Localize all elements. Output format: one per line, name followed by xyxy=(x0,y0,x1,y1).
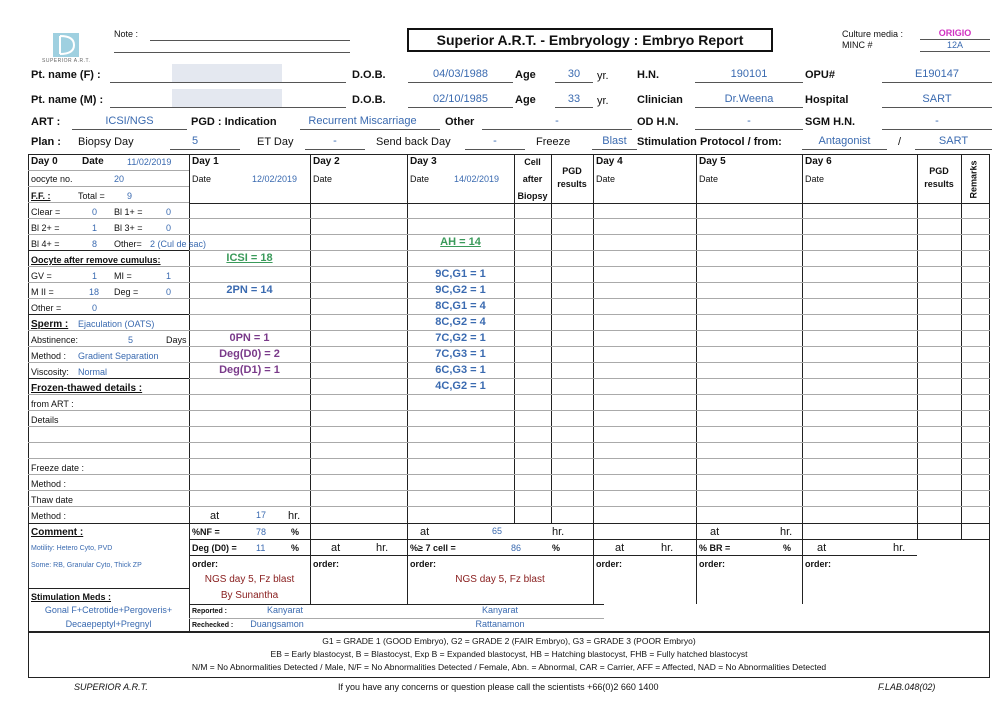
page-title: Superior A.R.T. - Embryology : Embryo Report xyxy=(407,28,773,52)
dob-m-value: 02/10/1985 xyxy=(432,93,489,105)
age-f-label: Age xyxy=(515,69,536,81)
day3-grade-3: 8C,G1 = 4 xyxy=(435,300,486,312)
method3-label: Method : xyxy=(31,511,67,521)
odhn-value: - xyxy=(747,115,751,127)
dob-f-value: 04/03/1988 xyxy=(432,68,489,80)
stim-protocol-value: Antagonist xyxy=(818,135,871,147)
day1-icsi: ICSI = 18 xyxy=(226,252,273,264)
method-value: Gradient Separation xyxy=(78,351,159,361)
ff-total-label: Total = xyxy=(78,191,105,201)
art-label: ART : xyxy=(31,116,61,128)
from-art-label: from ART : xyxy=(31,399,74,409)
nf-pct: % xyxy=(291,527,300,537)
day3-hr-value: 65 xyxy=(492,526,503,536)
oocyte-after-label: Oocyte after remove cumulus: xyxy=(31,255,161,265)
legend-line-2: EB = Early blastocyst, B = Blastocyst, Exp B = Expanded blastocyst, HB = Hatching blastocyst, FHB = Fully hatched blastocyst xyxy=(270,649,748,659)
day4-title: Day 4 xyxy=(596,156,623,167)
footer-left: SUPERIOR A.R.T. xyxy=(74,682,148,692)
day2-at: at xyxy=(331,542,341,554)
day3-ah: AH = 14 xyxy=(440,236,481,248)
cell7-pct: % xyxy=(552,543,561,553)
hn-label: H.N. xyxy=(637,69,659,81)
day3-grade-7: 6C,G3 = 1 xyxy=(435,364,486,376)
send-back-value: - xyxy=(493,135,497,147)
clear-label: Clear = xyxy=(31,207,61,217)
freeze-date-label: Freeze date : xyxy=(31,463,85,473)
day3-hr: hr. xyxy=(552,526,565,538)
logo-icon xyxy=(52,32,80,58)
day1-deg-d0: Deg(D0) = 2 xyxy=(219,348,280,360)
day5-title: Day 5 xyxy=(699,156,726,167)
bl3-label: Bl 3+ = xyxy=(114,223,143,233)
dob-m-label: D.O.B. xyxy=(352,94,386,106)
cell-after-biopsy-3: Biopsy xyxy=(517,191,548,201)
other2-value: 0 xyxy=(92,303,98,313)
day6-at: at xyxy=(817,542,827,554)
method2-label: Method : xyxy=(31,479,67,489)
mii-value: 18 xyxy=(89,287,100,297)
details-label: Details xyxy=(31,415,59,425)
comment-label: Comment : xyxy=(31,527,84,538)
freeze-label: Freeze xyxy=(536,136,571,148)
br-label: % BR = xyxy=(699,543,731,553)
stim-slash: / xyxy=(898,136,902,148)
bl2-value: 1 xyxy=(92,223,98,233)
clinician-value: Dr.Weena xyxy=(724,93,774,105)
day3-pgd-2: results xyxy=(557,179,587,189)
stim-meds-1: Gonal F+Cetrotide+Pergoveris+ xyxy=(44,605,173,615)
yr-label-m: yr. xyxy=(597,95,609,107)
day4-date-label: Date xyxy=(596,174,616,184)
et-day-value: - xyxy=(333,135,337,147)
day3-order-1: NGS day 5, Fz blast xyxy=(455,574,545,585)
legend-line-1: G1 = GRADE 1 (GOOD Embryo), G2 = GRADE 2 (FAIR Embryo), G3 = GRADE 3 (POOR Embryo) xyxy=(322,636,696,646)
comment-1: Motility: Hetero Cyto, PVD xyxy=(31,545,113,552)
day1-order-label: order: xyxy=(192,559,219,569)
frozen-thawed-label: Frozen-thawed details : xyxy=(31,383,143,394)
bl4-label: Bl 4+ = xyxy=(31,239,60,249)
send-back-label: Send back Day xyxy=(376,136,451,148)
biopsy-day-label: Biopsy Day xyxy=(78,136,134,148)
day3-pgd-1: PGD xyxy=(562,166,582,176)
clear-value: 0 xyxy=(92,207,98,217)
stim-meds-label: Stimulation Meds : xyxy=(31,592,112,602)
note-label: Note : xyxy=(114,29,139,39)
viscosity-value: Normal xyxy=(78,367,108,377)
stim-from-value: SART xyxy=(938,135,969,147)
redacted-name-m xyxy=(172,89,282,107)
remarks-label: Remarks xyxy=(968,160,979,199)
rechecked-day3: Rattanamon xyxy=(475,619,525,629)
gv-value: 1 xyxy=(92,271,98,281)
day6-pgd-1: PGD xyxy=(929,166,949,176)
sperm-value: Ejaculation (OATS) xyxy=(78,319,155,329)
mii-label: M II = xyxy=(31,287,54,297)
reported-day1: Kanyarat xyxy=(266,605,304,615)
day6-order-label: order: xyxy=(805,559,832,569)
et-day-label: ET Day xyxy=(257,136,294,148)
day0-title: Day 0 xyxy=(31,156,58,167)
bl4-value: 8 xyxy=(92,239,98,249)
logo-text: SUPERIOR A.R.T. xyxy=(42,58,91,64)
bl3-value: 0 xyxy=(166,223,172,233)
deg-value: 0 xyxy=(166,287,172,297)
footer-right: F.LAB.048(02) xyxy=(878,682,936,692)
cell7-label: %≥ 7 cell = xyxy=(410,543,456,553)
day2-title: Day 2 xyxy=(313,156,340,167)
gv-label: GV = xyxy=(31,271,52,281)
hospital-label: Hospital xyxy=(805,94,849,106)
deg-d0-pct: % xyxy=(291,543,300,553)
culture-media-value: ORIGIO xyxy=(938,28,972,38)
nf-value: 78 xyxy=(256,527,267,537)
other-value: - xyxy=(555,115,559,127)
reported-label: Reported : xyxy=(192,608,227,615)
yr-label-f: yr. xyxy=(597,70,609,82)
redacted-name-f xyxy=(172,64,282,82)
day5-hr: hr. xyxy=(780,526,793,538)
day6-date-label: Date xyxy=(805,174,825,184)
day3-at: at xyxy=(420,526,430,538)
day1-order-1: NGS day 5, Fz blast xyxy=(204,574,295,585)
age-m-value: 33 xyxy=(567,93,581,105)
freeze-value: Blast xyxy=(602,135,627,147)
day2-order-label: order: xyxy=(313,559,340,569)
cell-after-biopsy-1: Cell xyxy=(524,157,541,167)
pgd-label: PGD : Indication xyxy=(191,116,277,128)
nf-label: %NF = xyxy=(192,527,220,537)
deg-d0-label: Deg (D0) = xyxy=(192,543,237,553)
biopsy-day-value: 5 xyxy=(191,135,199,147)
abstinence-days: Days xyxy=(166,335,187,345)
day1-0pn: 0PN = 1 xyxy=(229,332,270,344)
comment-2: Some: RB, Granular Cyto, Thick ZP xyxy=(31,562,142,569)
day4-order-label: order: xyxy=(596,559,623,569)
rechecked-label: Rechecked : xyxy=(192,622,234,629)
main-grid xyxy=(28,154,990,632)
other-ff-value: 2 (Cul de sac) xyxy=(150,239,207,249)
day1-title: Day 1 xyxy=(192,156,219,167)
day4-at: at xyxy=(615,542,625,554)
day1-date-label: Date xyxy=(192,174,212,184)
art-value: ICSI/NGS xyxy=(105,115,154,127)
other-ff-label: Other= xyxy=(114,239,142,249)
cell7-value: 86 xyxy=(511,543,522,553)
sperm-label: Sperm : xyxy=(31,319,69,330)
day3-grade-5: 7C,G2 = 1 xyxy=(435,332,486,344)
bl1-value: 0 xyxy=(166,207,172,217)
method-label: Method : xyxy=(31,351,67,361)
day6-pgd-2: results xyxy=(924,179,954,189)
day3-grade-8: 4C,G2 = 1 xyxy=(435,380,486,392)
day1-hr: hr. xyxy=(288,510,301,522)
day4-hr: hr. xyxy=(661,542,674,554)
abstinence-label: Abstinence: xyxy=(31,335,79,345)
viscosity-label: Viscosity: xyxy=(31,367,69,377)
sgm-value: - xyxy=(935,115,939,127)
day3-grade-6: 7C,G3 = 1 xyxy=(435,348,486,360)
culture-media-label: Culture media : xyxy=(842,29,904,39)
mi-value: 1 xyxy=(166,271,172,281)
day3-order-label: order: xyxy=(410,559,437,569)
clinician-label: Clinician xyxy=(637,94,683,106)
day3-date-label: Date xyxy=(410,174,430,184)
age-f-value: 30 xyxy=(567,68,581,80)
day3-grade-1: 9C,G1 = 1 xyxy=(435,268,486,280)
day0-date-label: Date xyxy=(82,156,104,167)
day5-at: at xyxy=(710,526,720,538)
cell-after-biopsy-2: after xyxy=(522,174,543,184)
day1-order-2: By Sunantha xyxy=(220,590,279,601)
br-pct: % xyxy=(783,543,792,553)
other-label: Other xyxy=(445,116,475,128)
day5-order-label: order: xyxy=(699,559,726,569)
age-m-label: Age xyxy=(515,94,536,106)
day6-hr: hr. xyxy=(893,542,906,554)
oocyte-no-label: oocyte no. xyxy=(31,174,73,184)
stim-protocol-label: Stimulation Protocol / from: xyxy=(637,136,782,148)
day0-date: 11/02/2019 xyxy=(127,157,172,167)
day1-hr-value: 17 xyxy=(256,510,267,520)
day1-deg-d1: Deg(D1) = 1 xyxy=(219,364,280,376)
abstinence-value: 5 xyxy=(128,335,134,345)
minc-label: MINC # xyxy=(842,40,873,50)
day6-title: Day 6 xyxy=(805,156,832,167)
ff-total-value: 9 xyxy=(127,191,133,201)
bl1-label: Bl 1+ = xyxy=(114,207,143,217)
dob-f-label: D.O.B. xyxy=(352,69,386,81)
mi-label: MI = xyxy=(114,271,132,281)
day1-date: 12/02/2019 xyxy=(252,174,298,184)
pgd-value: Recurrent Miscarriage xyxy=(308,115,417,127)
day5-date-label: Date xyxy=(699,174,719,184)
day2-hr: hr. xyxy=(376,542,389,554)
sgm-label: SGM H.N. xyxy=(805,116,856,128)
ff-label: F.F. : xyxy=(31,191,51,201)
stim-meds-2: Decaepeptyl+Pregnyl xyxy=(65,619,152,629)
thaw-date-label: Thaw date xyxy=(31,495,74,505)
day1-at: at xyxy=(210,510,220,522)
deg-d0-value: 11 xyxy=(256,543,266,553)
day3-grade-2: 9C,G2 = 1 xyxy=(435,284,486,296)
legend-line-3: N/M = No Abnormalities Detected / Male, N/F = No Abnormalities Detected / Female, Abn. = Abnormal, CAR = Carrier, AFF = Affected, NAD = No Abnormalities Detected xyxy=(191,662,827,672)
footer-center: If you have any concerns or question please call the scientists +66(0)2 660 1400 xyxy=(338,682,659,692)
day3-date: 14/02/2019 xyxy=(454,174,500,184)
reported-day3: Kanyarat xyxy=(481,605,519,615)
day1-2pn: 2PN = 14 xyxy=(226,284,273,296)
oocyte-no-value: 20 xyxy=(114,174,125,184)
rechecked-day1: Duangsamon xyxy=(250,619,304,629)
pt-name-m-label: Pt. name (M) : xyxy=(31,94,104,106)
deg-label: Deg = xyxy=(114,287,139,297)
day3-grade-4: 8C,G2 = 4 xyxy=(435,316,486,328)
day2-date-label: Date xyxy=(313,174,333,184)
hospital-value: SART xyxy=(922,93,952,105)
odhn-label: OD H.N. xyxy=(637,116,679,128)
minc-value: 12A xyxy=(946,40,963,50)
opu-label: OPU# xyxy=(805,69,835,81)
opu-value: E190147 xyxy=(914,68,960,80)
hn-value: 190101 xyxy=(730,68,768,80)
plan-label: Plan : xyxy=(31,136,61,148)
day3-title: Day 3 xyxy=(410,156,437,167)
pt-name-f-label: Pt. name (F) : xyxy=(31,69,101,81)
bl2-label: Bl 2+ = xyxy=(31,223,60,233)
other2-label: Other = xyxy=(31,303,62,313)
